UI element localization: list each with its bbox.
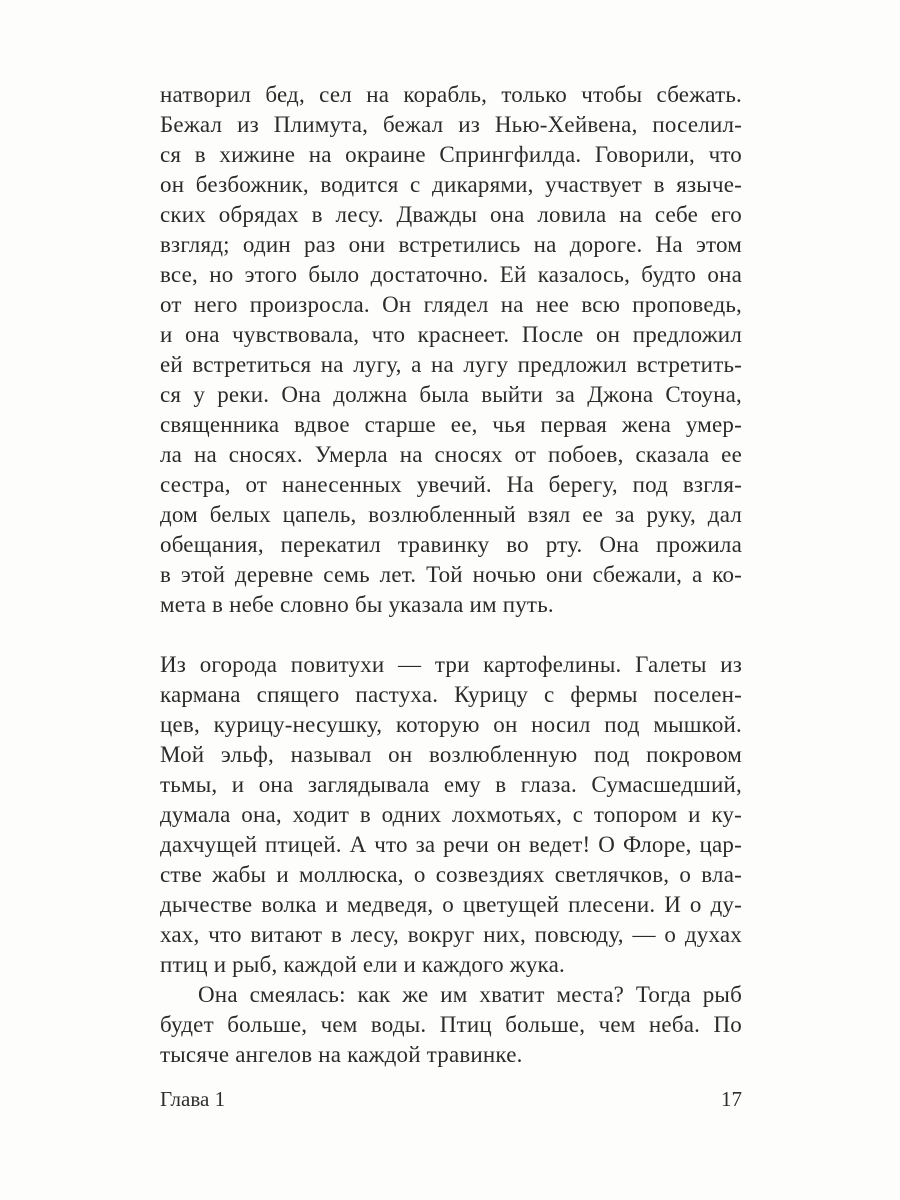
paragraph [160,980,742,1070]
text-line: он безбожник, водится с дикарями, участвует в языче- [160,172,742,197]
text-line: ся в хижине на окраине Спрингфилда. Говорили, что [160,142,742,167]
page-text [160,80,742,1070]
text-line: Она смеялась: как же им хватит места? Тогда рыб [198,982,742,1007]
text-line: ла на сносях. Умерла на сносях от побоев, сказала ее [160,442,742,467]
text-line: натворил бед, сел на корабль, только чтобы сбежать. [160,82,742,107]
text-line: будет больше, чем воды. Птиц больше, чем неба. По [160,1012,742,1037]
text-line: дахчущей птицей. А что за речи он ведет! О Флоре, цар- [160,832,742,857]
text-line: ся у реки. Она должна была выйти за Джона Стоуна, [160,382,742,407]
text-line: цев, курицу-несушку, которую он носил под мышкой. [160,712,742,737]
text-line: тьмы, и она заглядывала ему в глаза. Сумасшедший, [160,772,742,797]
text-line: думала она, ходит в одних лохмотьях, с топором и ку- [160,802,742,827]
page-footer [160,1086,742,1112]
text-line: ских обрядах в лесу. Дважды она ловила на себе его [160,202,742,227]
text-line: Бежал из Плимута, бежал из Нью-Хейвена, поселил- [160,112,742,137]
text-line: птиц и рыб, каждой ели и каждого жука. [160,952,565,977]
text-line: в этой деревне семь лет. Той ночью они сбежали, а ко- [160,562,742,587]
text-line: Из огорода повитухи — три картофелины. Галеты из [160,652,742,677]
text-line: ей встретиться на лугу, а на лугу предложил встретить- [160,352,742,377]
text-line: обещания, перекатил травинку во рту. Она прожила [160,532,742,557]
text-line: от него произросла. Он глядел на нее всю проповедь, [160,292,742,317]
text-line: Мой эльф, называл он возлюбленную под покровом [160,742,742,767]
text-line: стве жабы и моллюска, о созвездиях светлячков, о вла- [160,862,742,887]
text-line: тысяче ангелов на каждой травинке. [160,1042,523,1067]
text-line: дом белых цапель, возлюбленный взял ее за руку, дал [160,502,742,527]
page-number: 17 [721,1087,742,1111]
paragraph [160,80,742,620]
paragraph [160,650,742,980]
text-line: все, но этого было достаточно. Ей казалось, будто она [160,262,742,287]
text-line: дычестве волка и медведя, о цветущей плесени. И о ду- [160,892,742,917]
chapter-label: Глава 1 [160,1087,226,1111]
text-line: взгляд; один раз они встретились на дороге. На этом [160,232,742,257]
text-line: священника вдвое старше ее, чья первая жена умер- [160,412,742,437]
text-line: хах, что витают в лесу, вокруг них, повсюду, — о духах [160,922,742,947]
text-line: сестра, от нанесенных увечий. На берегу, под взгля- [160,472,742,497]
text-line: и она чувствовала, что краснеет. После он предложил [160,322,742,347]
text-line: мета в небе словно бы указала им путь. [160,592,554,617]
text-line: кармана спящего пастуха. Курицу с фермы поселен- [160,682,742,707]
